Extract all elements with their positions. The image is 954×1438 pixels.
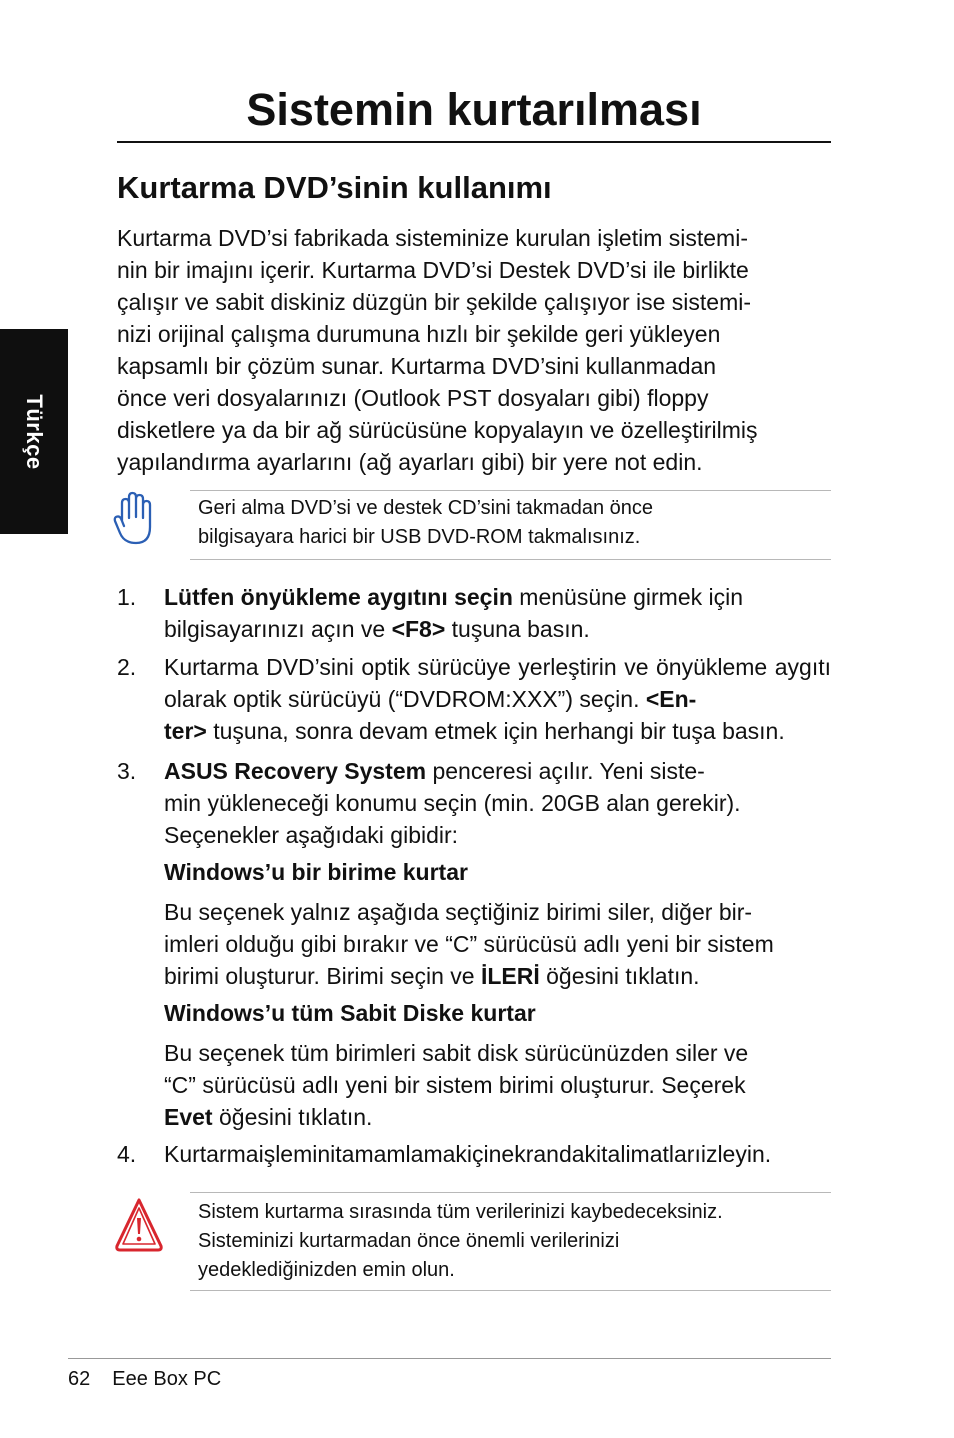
step-text-part: bilgisayarınızı açın ve — [164, 616, 392, 642]
product-name: Eee Box PC — [112, 1368, 222, 1390]
step-2 — [117, 651, 831, 747]
footer-rule — [68, 1358, 831, 1359]
step-number: 2. — [117, 654, 137, 680]
option-line-part: birimi oluşturur. Birimi seçin ve — [164, 963, 481, 989]
page-title: Sistemin kurtarılması — [246, 84, 702, 135]
intro-line: Kurtarma DVD’si fabrikada sisteminize kurulan işletim sistemi- — [117, 225, 748, 251]
step-text-part: min yükleneceği konumu seçin (min. 20GB alan gerekir). — [164, 790, 741, 816]
step-text-part: Seçenekler aşağıdaki gibidir: — [164, 822, 459, 848]
menu-name: Lütfen önyükleme aygıtını seçin — [164, 584, 513, 610]
window-name: ASUS Recovery System — [164, 758, 427, 784]
step-4 — [117, 1138, 831, 1170]
language-side-tab — [0, 329, 68, 534]
intro-line: nizi orijinal çalışma durumuna hızlı bir şekilde geri yükleyen — [117, 321, 721, 347]
intro-line: nin bir imajını içerir. Kurtarma DVD’si Destek DVD’si ile birlikte — [117, 257, 749, 283]
step-text-part: menüsüne girmek için — [512, 584, 744, 610]
step-text-part: penceresi açılır. Yeni siste- — [426, 758, 705, 784]
option-line: Bu seçenek tüm birimleri sabit disk sürücünüzden siler ve — [164, 1040, 749, 1066]
warning-line: Sisteminizi kurtarmadan önce önemli verilerinizi — [198, 1230, 620, 1252]
option-line: “C” sürücüsü adlı yeni bir sistem birimi oluşturur. Seçerek — [164, 1072, 746, 1098]
step-number: 1. — [117, 584, 137, 610]
side-tab-label: Türkçe — [22, 393, 47, 470]
key-name: <F8> — [391, 616, 446, 642]
step-text — [164, 651, 831, 747]
option-line-part: öğesini tıklatın. — [212, 1104, 373, 1130]
intro-line: yapılandırma ayarlarını (ağ ayarları gibi) bir yere not edin. — [117, 449, 703, 475]
option-line: imleri olduğu gibi bırakır ve “C” sürücüsü adlı yeni bir sistem — [164, 931, 774, 957]
step-3 — [117, 755, 831, 851]
step-text-part: tuşuna basın. — [445, 616, 590, 642]
key-name: <En- — [645, 686, 697, 712]
step-1 — [117, 581, 831, 645]
option-line: Bu seçenek yalnız aşağıda seçtiğiniz birimi siler, diğer bir- — [164, 899, 753, 925]
warning-line: yedeklediğinizden emin olun. — [198, 1259, 455, 1281]
warning-line: Sistem kurtarma sırasında tüm verilerinizi kaybedeceksiniz. — [198, 1201, 723, 1223]
option-2-title: Windows’u tüm Sabit Diske kurtar — [164, 1000, 536, 1026]
page-number: 62 — [68, 1368, 91, 1390]
step-text — [164, 581, 831, 645]
option-2-description — [164, 1037, 831, 1133]
key-name: ter> — [164, 718, 207, 744]
step-number: 3. — [117, 758, 137, 784]
note-line: bilgisayara harici bir USB DVD-ROM takmalısınız. — [198, 526, 641, 548]
intro-line: çalışır ve sabit diskiniz düzgün bir şekilde çalışıyor ise sistemi- — [117, 289, 752, 315]
option-1-title: Windows’u bir birime kurtar — [164, 859, 468, 885]
note-line: Geri alma DVD’si ve destek CD’sini takmadan önce — [198, 497, 654, 519]
option-line-part: öğesini tıklatın. — [539, 963, 700, 989]
option-1-description — [164, 896, 831, 992]
step-text-part: Kurtarma DVD’sini optik sürücüye yerleştirin ve önyükleme aygıtı olarak optik sürücüyü (“DVDROM:XXX”) seçin. — [164, 654, 831, 712]
step-text — [164, 755, 831, 851]
button-name: Evet — [164, 1104, 213, 1130]
intro-paragraph — [117, 222, 831, 478]
intro-line: disketlere ya da bir ağ sürücüsüne kopyalayın ve özelleştirilmiş — [117, 417, 758, 443]
intro-line: kapsamlı bir çözüm sunar. Kurtarma DVD’sini kullanmadan — [117, 353, 717, 379]
section-title: Kurtarma DVD’sinin kullanımı — [117, 170, 552, 205]
step-text-part: tuşuna, sonra devam etmek için herhangi bir tuşa basın. — [206, 718, 785, 744]
hand-icon — [112, 491, 158, 554]
title-rule — [117, 141, 831, 143]
note-box — [190, 490, 831, 560]
intro-line: önce veri dosyalarınızı (Outlook PST dosyaları gibi) floppy — [117, 385, 709, 411]
button-name: İLERİ — [480, 963, 540, 989]
step-number: 4. — [117, 1141, 137, 1167]
warning-box — [190, 1192, 831, 1291]
page-footer — [68, 1366, 243, 1392]
warning-icon — [113, 1196, 165, 1259]
step-text: Kurtarmaişleminitamamlamakiçinekrandakitalimatlarıizleyin. — [164, 1141, 772, 1167]
